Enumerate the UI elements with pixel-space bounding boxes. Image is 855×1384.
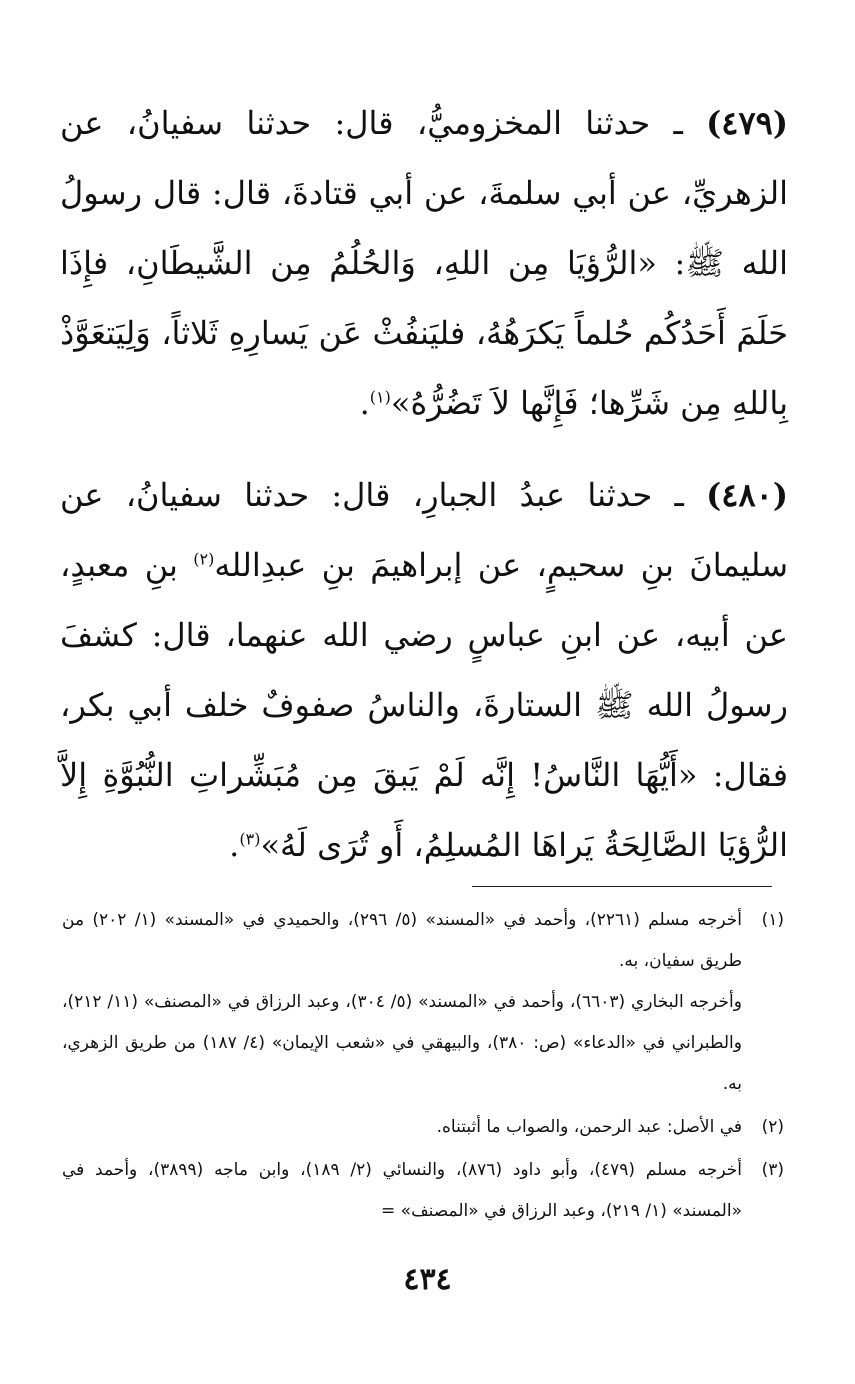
hadith-text-part: ـ حدثنا عبدُ الجبارِ، قال: حدثنا سفيانُ، عن سليمانَ بنِ سحيمٍ، عن إبراهيمَ بنِ عبدِالله	[60, 476, 788, 584]
hadith-text: بنِ معبدٍ، عن أبيه، عن ابنِ عباسٍ رضي الله عنهما، قال: كشفَ رسولُ الله ﷺ الستارةَ، والناسُ صفوفٌ خلف أبي بكر، فقال: «أَيُّهَا النَّاسُ! إِنَّه لَمْ يَبقَ مِن مُبَشِّراتِ النُّبُوَّةِ إِلاَّ الرُّؤيَا الصَّالِحَةُ يَراهَا المُسلِمُ، أَو تُرَى لَهُ»	[60, 546, 789, 864]
footnote-paragraph: في الأصل: عبد الرحمن، والصواب ما أثبتناه.	[436, 1117, 742, 1137]
footnote-marker: (١)	[761, 910, 784, 930]
hadith-479	[60, 88, 788, 438]
footnote-paragraph: أخرجه مسلم (٢٢٦١)، وأحمد في «المسند» (٥/ ٢٩٦)، والحميدي في «المسند» (١/ ٢٠٢) من طريق سفيان، به.	[62, 910, 743, 971]
footnote-reference[interactable]: (١)	[369, 387, 391, 407]
footnote-marker: (٣)	[761, 1160, 784, 1180]
footnotes	[62, 900, 784, 1234]
page-number: ٤٣٤	[403, 1262, 452, 1297]
footnote-marker: (٢)	[761, 1117, 784, 1137]
footnote-body	[62, 1150, 742, 1232]
footnote-body	[62, 1107, 742, 1148]
footnote-body	[62, 900, 742, 1105]
footnote-reference[interactable]: (٣)	[239, 829, 261, 849]
hadith-number: (٤٨٠)	[706, 476, 788, 514]
footnote-3	[62, 1150, 784, 1232]
hadith-text: ـ حدثنا المخزوميُّ، قال: حدثنا سفيانُ، عن الزهريِّ، عن أبي سلمةَ، عن أبي قتادةَ، قال: قال رسولُ الله ﷺ: «الرُّؤيَا مِن اللهِ، وَالحُلُمُ مِن الشَّيطَانِ، فإِذَا حَلَمَ أَحَدُكُم حُلماً يَكرَهُهُ، فليَنفُثْ عَن يَسارِهِ ثَلاثاً، وَلِيَتعَوَّذْ بِاللهِ مِن شَرِّها؛ فَإِنَّها لاَ تَضُرُّهُ»	[60, 104, 789, 422]
footnote-paragraph: أخرجه مسلم (٤٧٩)، وأبو داود (٨٧٦)، والنسائي (٢/ ١٨٩)، وابن ماجه (٣٨٩٩)، وأحمد في «المسند» (١/ ٢١٩)، وعبد الرزاق في «المصنف» =	[62, 1160, 743, 1221]
footnote-2	[62, 1107, 784, 1148]
main-text	[60, 88, 788, 902]
footnote-1	[62, 900, 784, 1105]
footnote-divider	[472, 886, 772, 887]
footnote-reference[interactable]: (٢)	[193, 549, 215, 569]
hadith-end: .	[229, 826, 240, 864]
hadith-number: (٤٧٩)	[706, 104, 788, 142]
footnote-paragraph: وأخرجه البخاري (٦٦٠٣)، وأحمد في «المسند» (٥/ ٣٠٤)، وعبد الرزاق في «المصنف» (١١/ ٢١٢)، والطبراني في «الدعاء» (ص: ٣٨٠)، والبيهقي في «شعب الإيمان» (٤/ ١٨٧) من طريق الزهري، به.	[62, 992, 742, 1094]
hadith-end: .	[359, 384, 370, 422]
hadith-480	[60, 460, 788, 880]
